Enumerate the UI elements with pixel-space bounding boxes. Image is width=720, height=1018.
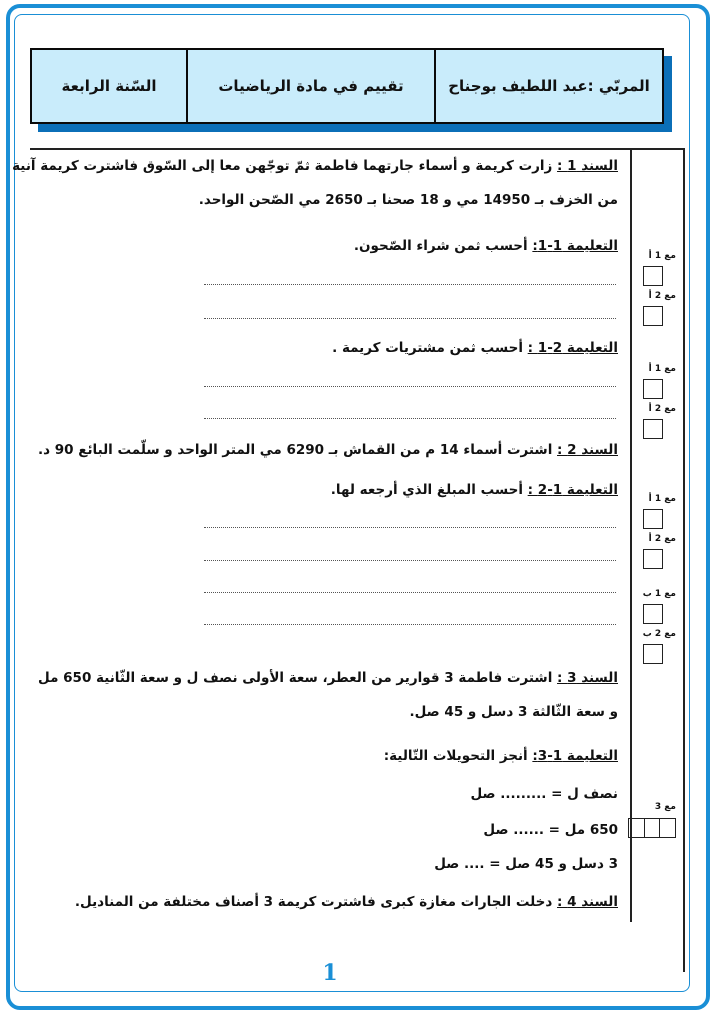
criterion-box[interactable]	[643, 379, 663, 399]
sanad4-line	[75, 894, 618, 910]
right-rule	[683, 148, 685, 972]
sanad3-text1: اشترت فاطمة 3 قوارير من العطر، سعة الأولى نصف ل و سعة الثّانية 650 مل	[38, 670, 553, 686]
header-grade: السّنة الرابعة	[61, 77, 157, 95]
sanad2-text: اشترت أسماء 14 م من القماش بـ 6290 مي المتر الواحد و سلّمت البائع 90 د.	[37, 442, 553, 458]
sanad3-line1	[38, 670, 618, 686]
criterion-box[interactable]	[643, 266, 663, 286]
sanad4-label: السند 4 :	[557, 894, 618, 910]
conversion-1[interactable]: نصف ل = ......... صل	[470, 786, 618, 802]
instruction-3-1-text: أنجز التحويلات التّالية:	[383, 748, 528, 764]
criterion-label: مع 3	[654, 802, 676, 812]
answer-line[interactable]	[204, 560, 616, 561]
criterion-box[interactable]	[643, 419, 663, 439]
top-rule	[30, 148, 684, 150]
criterion-label: مع 1 أ	[648, 494, 676, 504]
instruction-2-1	[331, 482, 618, 498]
header-teacher: المربّي :عبد اللطيف بوجناح	[434, 50, 662, 122]
sanad1-line2: من الخزف بـ 14950 مي و 18 صحنا بـ 2650 مي الصّحن الواحد.	[198, 192, 618, 208]
instruction-2-1-label: التعليمة 1-2 :	[527, 482, 618, 498]
sanad2-label: السند 2 :	[557, 442, 618, 458]
sanad3-label: السند 3 :	[557, 670, 618, 686]
answer-line[interactable]	[204, 418, 616, 419]
criterion-label: مع 1 أ	[648, 364, 676, 374]
answer-line[interactable]	[204, 386, 616, 387]
criterion-box[interactable]	[643, 644, 663, 664]
header-table	[30, 48, 664, 124]
criterion-label: مع 2 أ	[648, 291, 676, 301]
criterion-box[interactable]	[643, 549, 663, 569]
page-number: 1	[322, 960, 338, 986]
criterion-label: مع 1 أ	[648, 251, 676, 261]
instruction-2-1-text: أحسب المبلغ الذي أرجعه لها.	[330, 482, 523, 498]
answer-line[interactable]	[204, 284, 616, 285]
instruction-1-2	[332, 340, 618, 356]
criterion-box-triple[interactable]	[628, 818, 676, 838]
sanad3-line2: و سعة الثّالثة 3 دسل و 45 صل.	[409, 704, 618, 720]
instruction-3-1	[384, 748, 618, 764]
criterion-box[interactable]	[643, 509, 663, 529]
instruction-1-2-label: التعليمة 2-1 :	[527, 340, 618, 356]
criterion-cell[interactable]	[629, 819, 644, 837]
criterion-label: مع 2 أ	[648, 404, 676, 414]
answer-line[interactable]	[204, 527, 616, 528]
header-subject: تقييم في مادة الرياضيات	[186, 50, 434, 122]
criterion-box[interactable]	[643, 604, 663, 624]
sanad1-line1	[12, 158, 618, 174]
criterion-cell[interactable]	[659, 819, 675, 837]
criterion-label: مع 1 ب	[642, 589, 676, 599]
sanad2-line	[38, 442, 618, 458]
sanad1-label: السند 1 :	[557, 158, 618, 174]
instruction-3-1-label: التعليمة 1-3:	[532, 748, 618, 764]
margin-column-divider	[630, 148, 632, 922]
answer-line[interactable]	[204, 318, 616, 319]
instruction-1-2-text: أحسب ثمن مشتريات كريمة .	[332, 340, 523, 356]
sanad4-text: دخلت الجارات مغازة كبرى فاشترت كريمة 3 أصناف مختلفة من المناديل.	[74, 894, 553, 910]
criterion-label: مع 2 ب	[642, 629, 676, 639]
answer-line[interactable]	[204, 624, 616, 625]
instruction-1-1	[354, 238, 618, 254]
instruction-1-1-label: التعليمة 1-1:	[532, 238, 618, 254]
conversion-3[interactable]: 3 دسل و 45 صل = .... صل	[434, 856, 618, 872]
criterion-cell[interactable]	[644, 819, 660, 837]
answer-line[interactable]	[204, 592, 616, 593]
conversion-2[interactable]: 650 مل = ...... صل	[483, 822, 618, 838]
sanad1-text1: زارت كريمة و أسماء جارتهما فاطمة ثمّ توجّهن معا إلى السّوق فاشترت كريمة آنية	[12, 158, 553, 174]
criterion-label: مع 2 أ	[648, 534, 676, 544]
criterion-box[interactable]	[643, 306, 663, 326]
instruction-1-1-text: أحسب ثمن شراء الصّحون.	[353, 238, 528, 254]
